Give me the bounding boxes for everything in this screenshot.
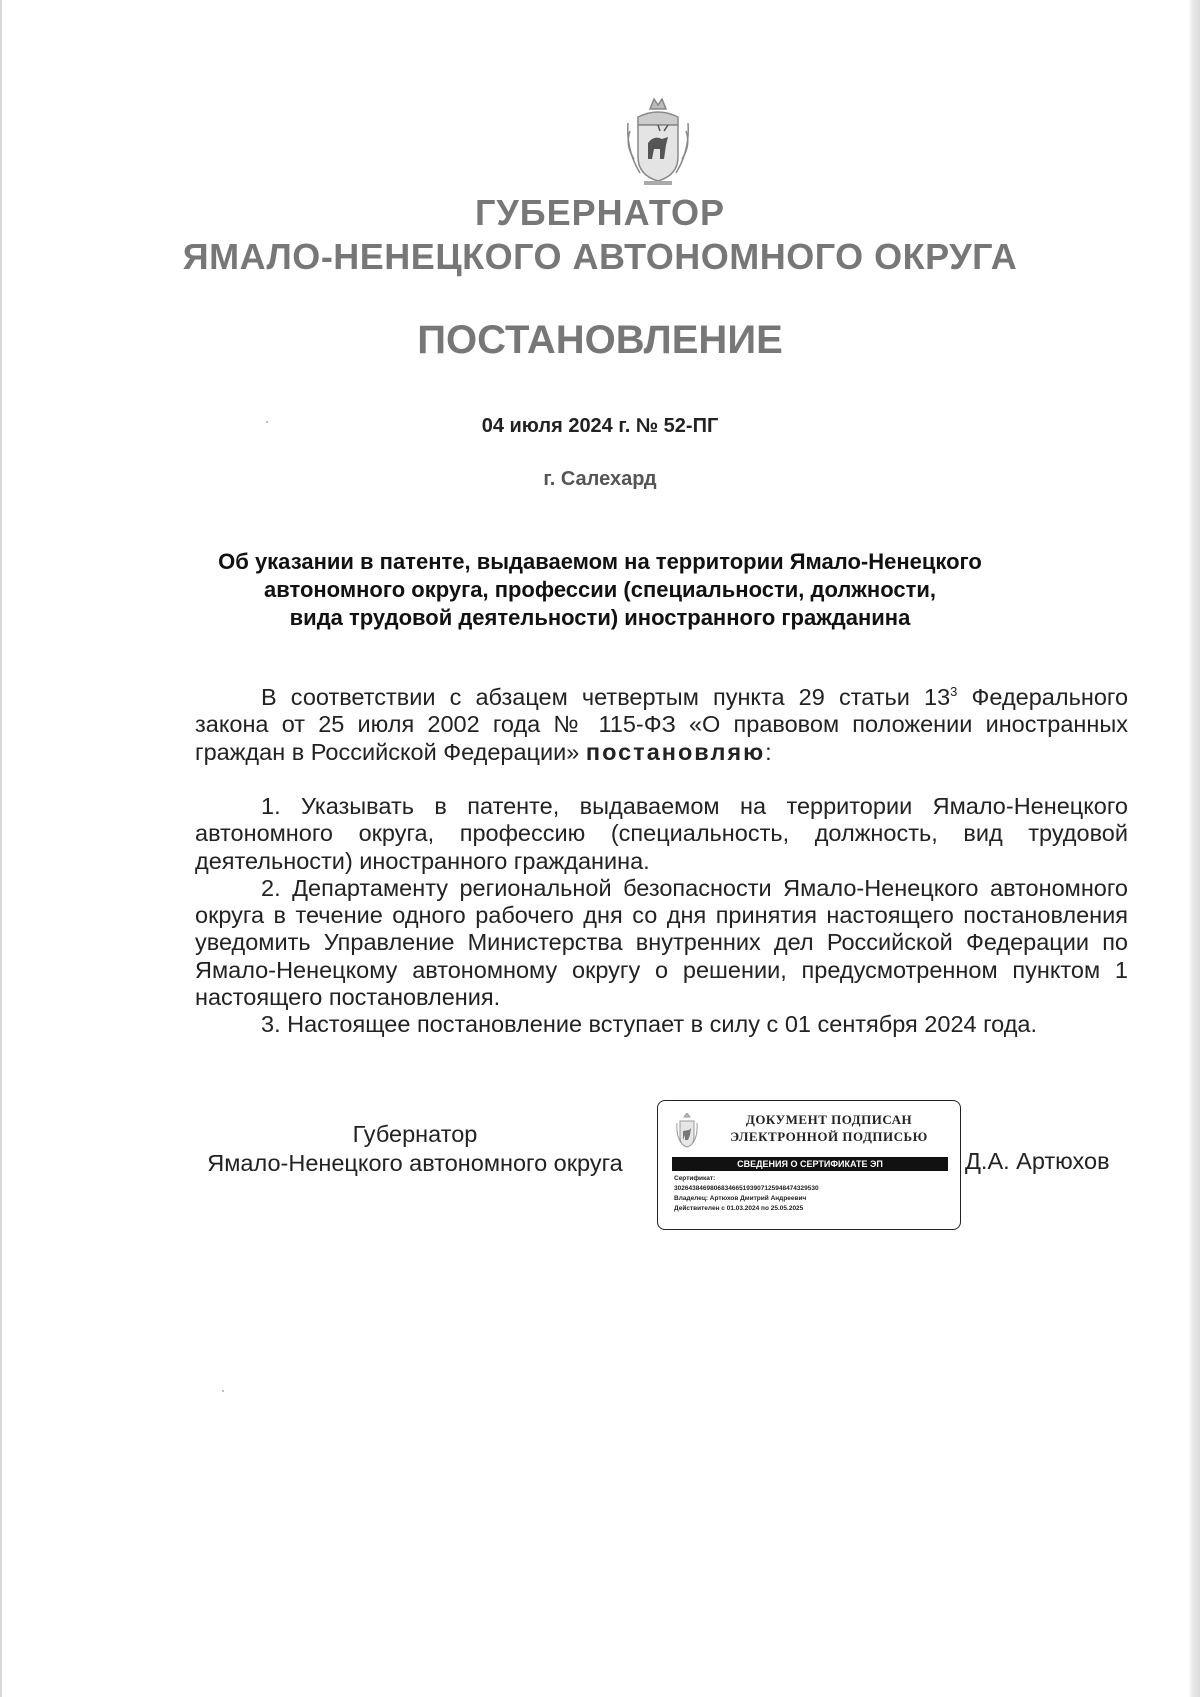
signatory-name: Д.А. Артюхов <box>965 1148 1110 1174</box>
preamble-paragraph <box>195 684 1128 766</box>
certificate-details <box>674 1174 954 1214</box>
stamp-title-line2: ЭЛЕКТРОННОЙ ПОДПИСЬЮ <box>730 1129 928 1144</box>
document-title-line: автономного округа, профессии (специальности, должности, <box>264 577 936 602</box>
electronic-signature-stamp <box>657 1100 961 1230</box>
certificate-info-bar: СВЕДЕНИЯ О СЕРТИФИКАТЕ ЭП <box>672 1157 948 1171</box>
preamble <box>195 684 1128 766</box>
article-superscript: 3 <box>950 684 958 700</box>
emblem-small-icon <box>676 1113 698 1149</box>
stamp-title-line1: ДОКУМЕНТ ПОДПИСАН <box>745 1112 913 1127</box>
certificate-number: 3026438469806834665193907125948474329530 <box>674 1185 819 1192</box>
scan-speck <box>222 1390 224 1392</box>
certificate-owner: Владелец: Артюхов Дмитрий Андреевич <box>674 1195 807 1202</box>
signatory-role-line2: Ямало-Ненецкого автономного округа <box>207 1150 623 1176</box>
scan-speck <box>266 421 268 423</box>
date-and-number: 04 июля 2024 г. № 52-ПГ <box>481 415 719 437</box>
preamble-text-end: Федерального закона от 25 июля 2002 года № 115-ФЗ «О правовом положении иностранных граждан в Российской Федерации» <box>195 684 1129 765</box>
issuer-title-line2: ЯМАЛО-НЕНЕЦКОГО АВТОНОМНОГО ОКРУГА <box>182 236 1018 277</box>
certificate-label: Сертификат: <box>674 1175 716 1182</box>
issuer-title-line1: ГУБЕРНАТОР <box>474 192 725 233</box>
decree-item: 1. Указывать в патенте, выдаваемом на территории Ямало-Ненецкого автономного округа, профессию (специальность, должность, вид трудовой деятельности) иностранного гражданина. <box>195 793 1128 874</box>
preamble-text-start: В соответствии с абзацем четвертым пункта 29 статьи 13 <box>261 684 951 710</box>
decree-item: 2. Департаменту региональной безопасности Ямало-Ненецкого автономного округа в течение одного рабочего дня со дня принятия настоящего постановления уведомить Управление Министерства внутренних дел Российской Федерации по Ямало-Ненецкому автономному округу о решении, предусмотренном пунктом 1 настоящего постановления. <box>195 874 1128 1011</box>
decree-item: 3. Настоящее постановление вступает в силу с 01 сентября 2024 года. <box>261 1011 1038 1038</box>
signatory-role <box>190 1120 640 1178</box>
decree-items <box>195 793 1128 1039</box>
certificate-validity: Действителен с 01.03.2024 по 25.05.2025 <box>674 1205 804 1212</box>
city: г. Салехард <box>543 468 657 490</box>
document-type-heading: ПОСТАНОВЛЕНИЕ <box>417 318 783 362</box>
signatory-role-line1: Губернатор <box>352 1121 478 1147</box>
document-title <box>150 548 1050 632</box>
document-title-line: вида трудовой деятельности) иностранного гражданина <box>289 605 911 630</box>
decree-word: постановляю <box>585 738 766 765</box>
document-title-line: Об указании в патенте, выдаваемом на территории Ямало-Ненецкого <box>218 549 982 574</box>
preamble-colon: : <box>765 738 772 765</box>
stamp-title <box>704 1111 954 1145</box>
coat-of-arms-emblem <box>624 95 692 187</box>
